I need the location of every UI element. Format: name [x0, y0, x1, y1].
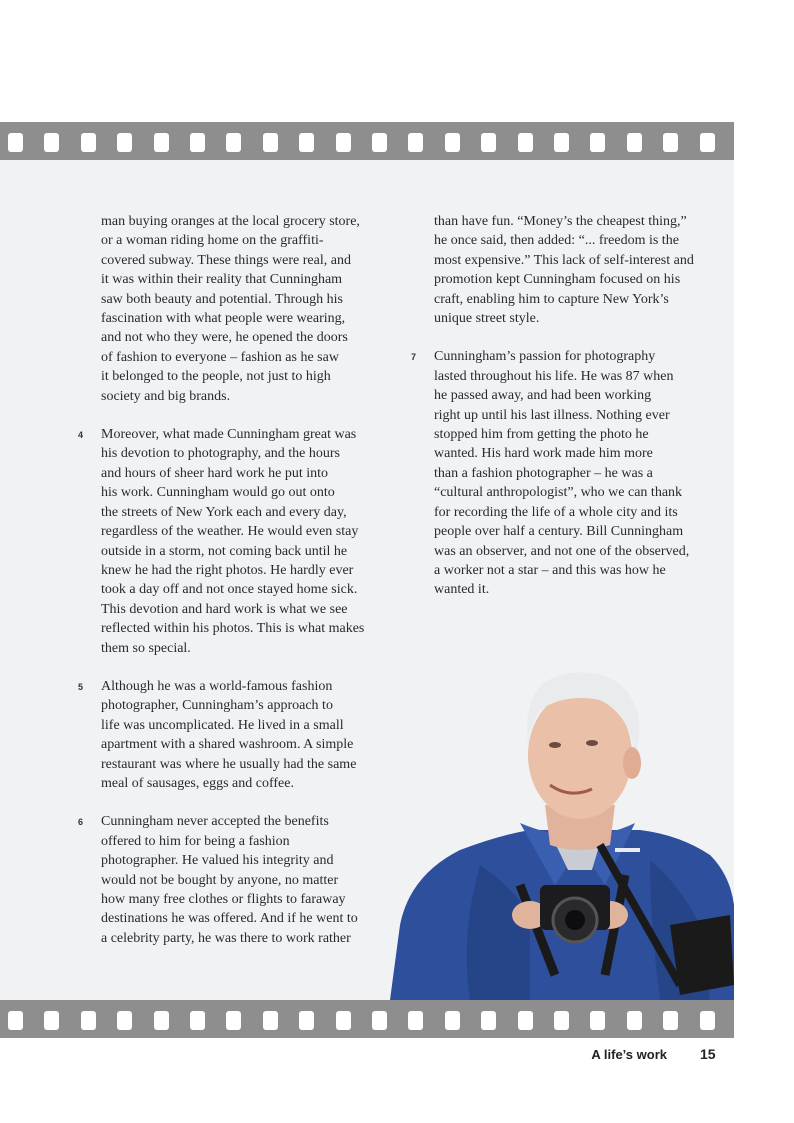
text-line: for recording the life of a whole city and its: [434, 504, 678, 520]
text-line: he passed away, and had been working: [434, 388, 652, 404]
sprocket-hole: [627, 133, 642, 152]
sprocket-hole: [263, 133, 278, 152]
sprocket-hole: [336, 1011, 351, 1030]
sprocket-hole: [700, 133, 715, 152]
footer-title: A life’s work: [591, 1047, 667, 1062]
sprocket-hole: [8, 133, 23, 152]
sprocket-hole: [299, 133, 314, 152]
text-line: This devotion and hard work is what we see: [101, 601, 348, 617]
paragraph-5: [78, 677, 391, 793]
text-line: craft, enabling him to capture New York’s: [434, 291, 669, 307]
page-number: 15: [700, 1046, 716, 1062]
film-strip-top: [0, 122, 734, 160]
text-line: Moreover, what made Cunningham great was: [101, 427, 357, 443]
text-line: than have fun. “Money’s the cheapest thing,”: [434, 214, 687, 229]
sprocket-hole: [408, 133, 423, 152]
text-line: regardless of the weather. He would even stay: [101, 524, 359, 540]
sprocket-hole: [154, 133, 169, 152]
paragraph-continued: [101, 212, 391, 406]
text-line: apartment with a shared washroom. A simple: [101, 737, 354, 753]
text-line: a celebrity party, he was there to work rather: [101, 930, 351, 946]
text-line: photographer. He valued his integrity and: [101, 853, 334, 869]
text-line: “cultural anthropologist”, who we can thank: [434, 485, 683, 501]
sprocket-hole: [190, 1011, 205, 1030]
text-line: meal of sausages, eggs and coffee.: [101, 775, 294, 791]
paragraph-number: 6: [78, 817, 84, 828]
text-line: fascination with what people were wearing,: [101, 311, 346, 327]
text-line: would not be bought by anyone, no matter: [101, 872, 339, 888]
text-line: saw both beauty and potential. Through his: [101, 291, 343, 307]
text-line: promotion kept Cunningham focused on his: [434, 272, 681, 288]
text-line: and hours of sheer hard work he put into: [101, 465, 329, 481]
sprocket-hole: [481, 1011, 496, 1030]
text-line: the streets of New York each and every day,: [101, 504, 347, 520]
text-line: outside in a storm, not coming back until he: [101, 543, 348, 559]
sprocket-hole: [44, 133, 59, 152]
sprocket-hole: [81, 1011, 96, 1030]
paragraph-6-continued: [434, 212, 724, 328]
paragraph-7: [411, 347, 724, 599]
text-line: it was within their reality that Cunningham: [101, 272, 343, 288]
text-line: his work. Cunningham would go out onto: [101, 485, 335, 501]
sprocket-hole: [445, 133, 460, 152]
text-line: of fashion to everyone – fashion as he saw: [101, 349, 339, 365]
sprocket-hole: [663, 1011, 678, 1030]
sprocket-hole: [226, 1011, 241, 1030]
text-line: people over half a century. Bill Cunningham: [434, 524, 684, 540]
sprocket-hole: [372, 1011, 387, 1030]
sprocket-hole: [590, 1011, 605, 1030]
photographer-photo: [380, 585, 734, 1000]
text-line: offered to him for being a fashion: [101, 833, 290, 849]
sprocket-hole: [81, 133, 96, 152]
sprocket-hole: [336, 133, 351, 152]
text-line: how many free clothes or flights to faraway: [101, 892, 346, 907]
text-line: right up until his last illness. Nothing ever: [434, 407, 670, 423]
sprocket-hole: [445, 1011, 460, 1030]
paragraph-number: 5: [78, 681, 84, 692]
sprocket-hole: [590, 133, 605, 152]
text-line: lasted throughout his life. He was 87 when: [434, 368, 674, 384]
paragraph-number: 7: [411, 352, 417, 363]
text-line: life was uncomplicated. He lived in a small: [101, 717, 344, 733]
paragraph-4: [78, 425, 391, 658]
text-line: wanted. His hard work made him more: [434, 446, 653, 462]
text-line: or a woman riding home on the graffiti-: [101, 233, 324, 249]
text-line: it belonged to the people, not just to high: [101, 369, 331, 385]
text-line: and not who they were, he opened the doors: [101, 330, 348, 346]
text-line: society and big brands.: [101, 388, 231, 404]
text-line: Although he was a world-famous fashion: [101, 678, 333, 694]
sprocket-hole: [117, 133, 132, 152]
text-line: man buying oranges at the local grocery store,: [101, 214, 360, 229]
text-line: was an observer, and not one of the observed,: [434, 543, 690, 559]
text-line: them so special.: [101, 640, 191, 656]
text-line: wanted it.: [434, 582, 490, 598]
text-line: most expensive.” This lack of self-interest and: [434, 252, 694, 268]
text-line: he once said, then added: “... freedom is the: [434, 233, 679, 249]
text-line: a worker not a star – and this was how he: [434, 562, 666, 578]
sprocket-hole: [663, 133, 678, 152]
text-line: destinations he was offered. And if he went to: [101, 911, 358, 927]
film-strip-bottom: [0, 1000, 734, 1038]
sprocket-hole: [117, 1011, 132, 1030]
sprocket-hole: [263, 1011, 278, 1030]
sprocket-hole: [190, 133, 205, 152]
text-line: photographer, Cunningham’s approach to: [101, 698, 333, 714]
text-line: reflected within his photos. This is what makes: [101, 621, 365, 637]
sprocket-hole: [554, 1011, 569, 1030]
sprocket-hole: [627, 1011, 642, 1030]
sprocket-hole: [154, 1011, 169, 1030]
sprocket-hole: [700, 1011, 715, 1030]
text-line: Cunningham never accepted the benefits: [101, 814, 329, 830]
text-line: Cunningham’s passion for photography: [434, 349, 656, 365]
text-line: unique street style.: [434, 311, 540, 327]
sprocket-hole: [372, 133, 387, 152]
text-line: knew he had the right photos. He hardly ever: [101, 562, 354, 578]
sprocket-hole: [518, 133, 533, 152]
article-panel: [0, 160, 734, 1000]
sprocket-hole: [408, 1011, 423, 1030]
sprocket-hole: [226, 133, 241, 152]
sprocket-hole: [554, 133, 569, 152]
sprocket-hole: [481, 133, 496, 152]
sprocket-hole: [518, 1011, 533, 1030]
sprocket-hole: [8, 1011, 23, 1030]
text-line: than a fashion photographer – he was a: [434, 465, 653, 481]
text-line: took a day off and not once stayed home sick.: [101, 582, 358, 598]
text-line: stopped him from getting the photo he: [434, 427, 649, 443]
right-column: [411, 212, 724, 619]
sprocket-hole: [44, 1011, 59, 1030]
sprocket-hole: [299, 1011, 314, 1030]
text-line: restaurant was where he usually had the same: [101, 756, 357, 772]
paragraph-6: [78, 812, 391, 948]
paragraph-number: 4: [78, 430, 84, 441]
text-line: his devotion to photography, and the hours: [101, 446, 341, 462]
text-line: covered subway. These things were real, and: [101, 252, 351, 268]
left-column: [78, 212, 391, 967]
